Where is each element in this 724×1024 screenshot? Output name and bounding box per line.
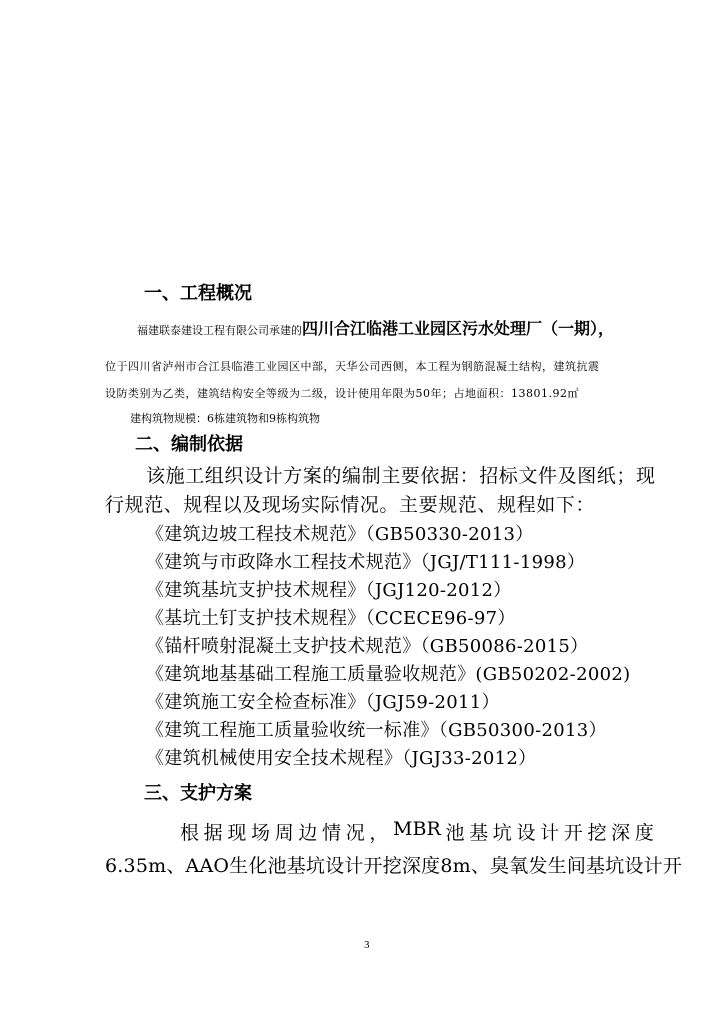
reference-item: 《建筑机械使用安全技术规程》（JGJ33-2012）	[146, 748, 537, 769]
support-para-word: 设	[516, 822, 536, 844]
basis-para-line-1: 该施工组织设计方案的编制主要依据：招标文件及图纸；现	[146, 465, 656, 487]
reference-item: 《建筑施工安全检查标准》（JGJ59-2011）	[146, 692, 500, 713]
section-heading-overview: 一、工程概况	[144, 283, 252, 304]
support-para-word: MBR	[393, 818, 441, 840]
overview-line-4: 建构筑物规模：6栋建筑物和9栋构筑物	[130, 412, 320, 425]
overview-line-2: 位于四川省泸州市合江县临港工业园区中部，天华公司西侧，本工程为钢筋混凝土结构，建筑抗震	[105, 360, 600, 373]
contractor-text: 福建联泰建设工程有限公司承建的	[137, 324, 302, 337]
support-para-word: 情	[322, 822, 342, 844]
support-para-line-2: 6.35m、AAO生化池基坑设计开挖深度8m、臭氧发生间基坑设计开	[105, 855, 683, 877]
support-para-line-1	[180, 818, 654, 845]
project-name: 四川合江临港工业园区污水处理厂（一期）	[302, 319, 599, 338]
support-para-word: ，	[369, 822, 389, 844]
reference-item: 《基坑土钉支护技术规程》（CCECE96-97）	[146, 608, 516, 629]
section-heading-basis: 二、编制依据	[135, 434, 243, 455]
reference-item: 《建筑边坡工程技术规范》（GB50330-2013）	[146, 524, 534, 545]
reference-item: 《建筑与市政降水工程技术规范》（JGJ/T111-1998）	[146, 552, 586, 573]
support-para-word: 据	[203, 822, 223, 844]
support-para-word: 度	[634, 822, 654, 844]
support-para-word: 开	[563, 822, 583, 844]
support-para-word: 场	[251, 822, 271, 844]
project-comma: ，	[598, 319, 615, 338]
section-heading-support-plan: 三、支护方案	[144, 783, 252, 804]
support-para-word: 深	[611, 822, 631, 844]
overview-line-1	[137, 316, 614, 339]
overview-line-3: 设防类别为乙类，建筑结构安全等级为二级，设计使用年限为50年；占地面积：13801.92㎡	[105, 387, 579, 400]
support-para-word: 池	[445, 822, 465, 844]
reference-item: 《建筑基坑支护技术规程》（JGJ120-2012）	[146, 580, 512, 601]
support-para-word: 边	[298, 822, 318, 844]
reference-item: 《建筑工程施工质量验收统一标准》（GB50300-2013）	[146, 720, 607, 741]
support-para-word: 基	[469, 822, 489, 844]
support-para-word: 周	[274, 822, 294, 844]
basis-para-line-2: 行规范、规程以及现场实际情况。主要规范、规程如下：	[105, 494, 596, 516]
reference-item: 《锚杆喷射混凝土支护技术规范》（GB50086-2015）	[146, 636, 589, 657]
support-para-word: 况	[345, 822, 365, 844]
support-para-word: 根	[180, 822, 200, 844]
support-para-word: 现	[227, 822, 247, 844]
page-number: 3	[364, 939, 370, 951]
support-para-word: 坑	[492, 822, 512, 844]
reference-item: 《建筑地基基础工程施工质量验收规范》(GB50202-2002)	[146, 664, 631, 685]
support-para-word: 挖	[587, 822, 607, 844]
support-para-word: 计	[540, 822, 560, 844]
